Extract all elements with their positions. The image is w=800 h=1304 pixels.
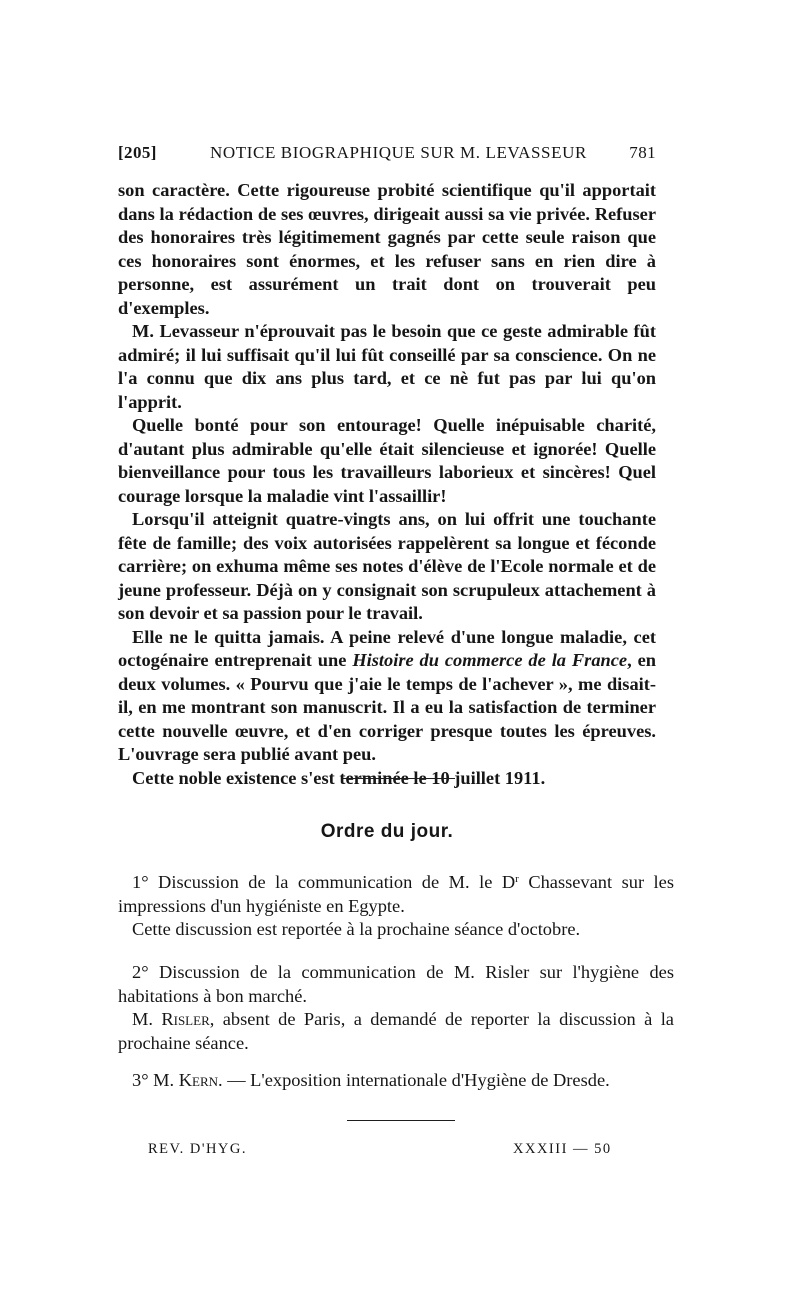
agenda-item-2 — [118, 961, 674, 1008]
paragraph — [118, 626, 656, 767]
running-title: NOTICE BIOGRAPHIQUE SUR M. LEVASSEUR — [210, 143, 587, 162]
item-text: . — L'exposition internationale d'Hygiène de Dresde. — [218, 1070, 610, 1090]
item-note: Cette discussion est reportée à la prochaine séance d'octobre. — [132, 919, 581, 939]
paragraph: Cette noble existence s'est terminée le 10 juillet 1911. — [132, 767, 546, 788]
item-text: M. — [148, 1070, 179, 1090]
paragraph-text: , en deux volumes. « Pourvu que j'aie le temps de l'achever », me disait-il, en me montrant son manuscrit. Il a eu la satisfaction de terminer cette nouvelle œuvre, et d'en corriger presque toutes les épreuves. L'ouvrage sera publié avant peu. — [118, 650, 656, 764]
speaker-name: Kern — [178, 1070, 218, 1090]
item-note: , absent de Paris, a demandé de reporter la discussion à la prochaine séance. — [118, 1009, 674, 1053]
item-number: 3° — [132, 1070, 149, 1090]
section-divider — [347, 1120, 455, 1121]
biography-text — [118, 179, 656, 790]
paragraph: Quelle bonté pour son entourage! Quelle inépuisable charité, d'autant plus admirable qu'elle était silencieuse et ignorée! Quelle bienveillance pour tous les travailleurs laborieux et sincères! Quel courage lorsque la maladie vint l'assaillir! — [118, 415, 656, 506]
page-number: 781 — [629, 143, 656, 162]
agenda-item-1-note — [118, 918, 674, 942]
agenda-item-3 — [118, 1069, 674, 1093]
item-note: M. — [132, 1009, 162, 1029]
speaker-name: Risler — [161, 1009, 210, 1029]
agenda-title: Ordre du jour. — [320, 821, 454, 842]
item-text: Chassevant sur les impressions d'un hygiéniste en Egypte. — [118, 872, 674, 916]
agenda-item-2-note — [118, 1008, 674, 1055]
paragraph: son caractère. Cette rigoureuse probité scientifique qu'il apportait dans la rédaction de ses œuvres, dirigeait aussi sa vie privée. Refuser des honoraires très légitimement gagnés par cette seule raison que ces honoraires sont énormes, et les refuser sans en rien dire à personne, est assurément un trait dont on trouverait peu d'exemples. — [118, 180, 656, 318]
title-abbreviation: r — [515, 873, 519, 885]
paragraph-text: Elle ne le quitta jamais. A peine relevé d'une longue maladie, cet octogénaire entreprenait une — [118, 626, 656, 670]
item-text: Discussion de la communication de M. Risler sur l'hygiène des habitations à bon marché. — [118, 962, 674, 1006]
volume-signature: XXXIII — 50 — [513, 1141, 612, 1157]
journal-signature: REV. D'HYG. — [148, 1141, 248, 1157]
book-title: Histoire du commerce de la France — [352, 650, 628, 670]
section-divider — [343, 778, 455, 779]
paragraph: M. Levasseur n'éprouvait pas le besoin que ce geste admirable fût admiré; il lui suffisait qu'il lui fût conseillé par sa conscience. On ne l'a connu que dix ans plus tard, et ce nè fut pas par lui qu'on l'apprit. — [118, 321, 656, 412]
item-number: 1° — [132, 872, 149, 892]
item-text: Discussion de la communication de M. le D — [148, 872, 516, 892]
item-number: 2° — [132, 962, 149, 982]
agenda-item-1 — [118, 871, 674, 918]
paragraph: Lorsqu'il atteignit quatre-vingts ans, on lui offrit une touchante fête de famille; des voix autorisées rappelèrent sa longue et féconde carrière; on exhuma même ses notes d'élève de l'Ecole normale et de jeune professeur. Déjà on y consignait son scrupuleux attachement à son devoir et sa passion pour le travail. — [118, 509, 656, 623]
page-reference: [205] — [118, 143, 157, 162]
running-header — [118, 143, 656, 167]
